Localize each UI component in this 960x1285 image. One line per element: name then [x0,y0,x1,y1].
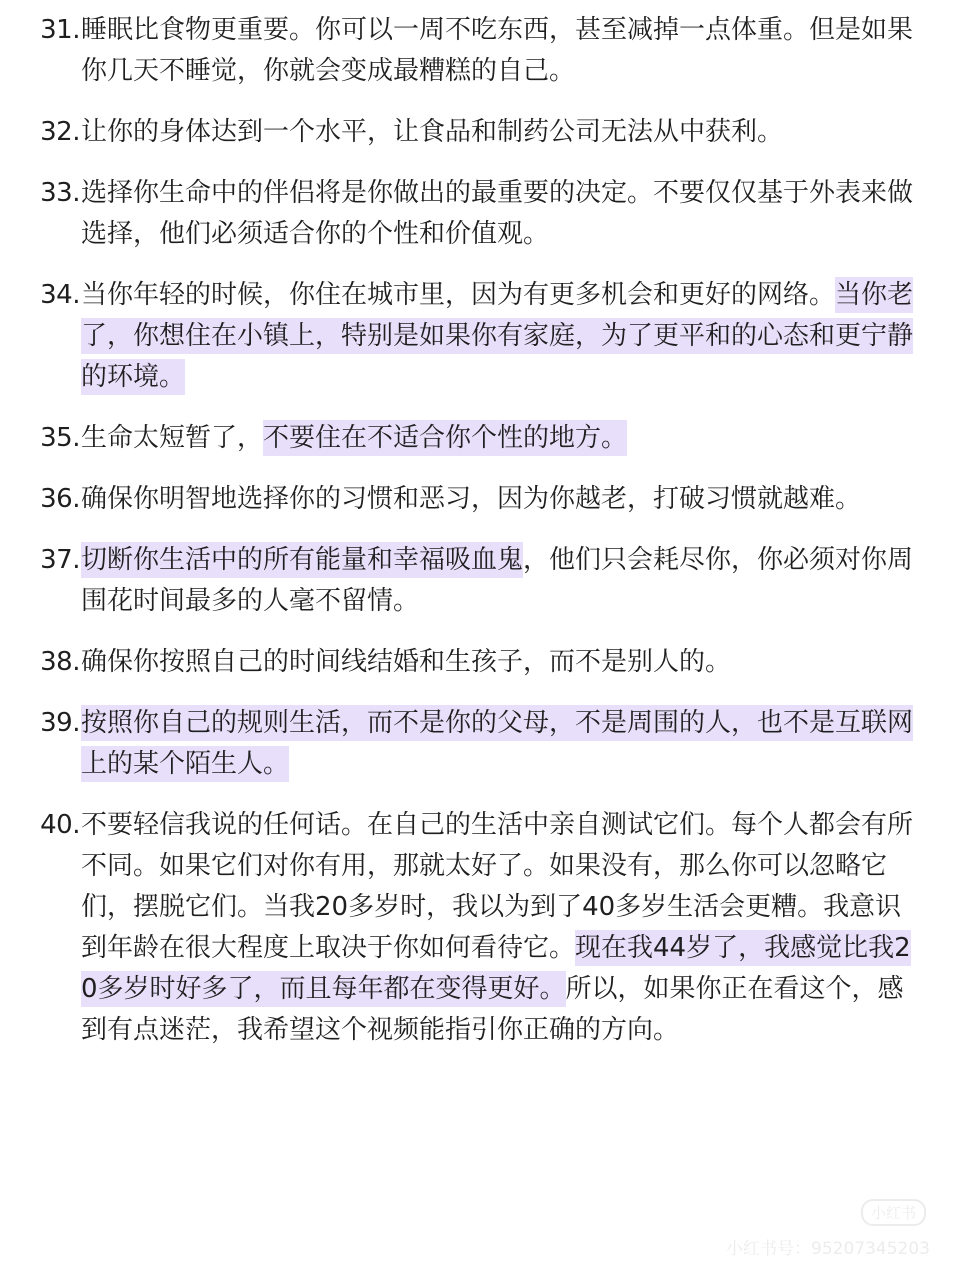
text-segment: ，他们只会耗尽你，你必须对你周围花时间最多的人毫不留情。 [81,545,914,616]
item-number: 34. [40,280,80,310]
highlighted-text: 切断你生活中的所有能量和幸福吸血鬼 [81,542,523,578]
item-number: 36. [40,484,80,514]
item-number: 38. [40,647,80,677]
item-number: 33. [40,178,80,208]
text-segment: 睡眠比食物更重要。你可以一周不吃东西，甚至减掉一点体重。但是如果你几天不睡觉，你就会变成最糟糕的自己。 [81,15,914,86]
list-item [36,418,916,459]
item-number: 37. [40,545,80,575]
list-item [36,10,916,92]
text-segment: 当你年轻的时候，你住在城市里，因为有更多机会和更好的网络。 [81,280,836,310]
list-item [36,112,916,153]
list-item [36,540,916,622]
text-segment: 生命太短暂了， [81,423,264,453]
highlighted-text: 不要住在不适合你个性的地方。 [263,420,627,456]
item-number: 35. [40,423,80,453]
text-segment: 不要轻信我说的任何话。在自己的生活中亲自测试它们。每个人都会有所不同。如果它们对你有用，那就太好了。如果没有，那么你可以忽略它们，摆脱它们。当我20多岁时，我以为到了40多岁生活会更糟。我意识到年龄在很大程度上取决于你如何看待它。 [81,810,914,963]
text-segment: 所以，如果你正在看这个，感到有点迷茫，我希望这个视频能指引你正确的方向。 [81,974,904,1045]
numbered-list [36,10,916,1071]
watermark-logo: 小红书 [861,1199,926,1226]
text-segment: 选择你生命中的伴侣将是你做出的最重要的决定。不要仅仅基于外表来做选择，他们必须适合你的个性和价值观。 [81,178,914,249]
highlighted-text: 当你老了，你想住在小镇上，特别是如果你有家庭，为了更平和的心态和更宁静的环境。 [81,277,913,395]
watermark [690,1199,930,1259]
list-item [36,173,916,255]
watermark-id: 小红书号：95207345203 [726,1239,930,1259]
highlighted-text: 按照你自己的规则生活，而不是你的父母，不是周围的人，也不是互联网上的某个陌生人。 [81,705,913,782]
item-text [81,418,916,459]
item-text [81,479,916,520]
highlighted-text: 现在我44岁了，我感觉比我20多岁时好多了，而且每年都在变得更好。 [81,930,911,1007]
item-text [81,10,916,92]
item-number: 31. [40,15,80,45]
item-text [81,112,916,153]
text-segment: 让你的身体达到一个水平，让食品和制药公司无法从中获利。 [81,117,784,147]
list-item [36,703,916,785]
list-item [36,642,916,683]
item-number: 32. [40,117,80,147]
list-item [36,805,916,1051]
list-item [36,479,916,520]
item-number: 39. [40,708,80,738]
text-segment: 确保你明智地选择你的习惯和恶习，因为你越老，打破习惯就越难。 [81,484,862,514]
item-text [81,173,916,255]
item-text [81,703,916,785]
item-number: 40. [40,810,80,840]
item-text [81,642,916,683]
item-text [81,275,916,398]
text-segment: 确保你按照自己的时间线结婚和生孩子，而不是别人的。 [81,647,732,677]
item-text [81,805,916,1051]
item-text [81,540,916,622]
list-item [36,275,916,398]
